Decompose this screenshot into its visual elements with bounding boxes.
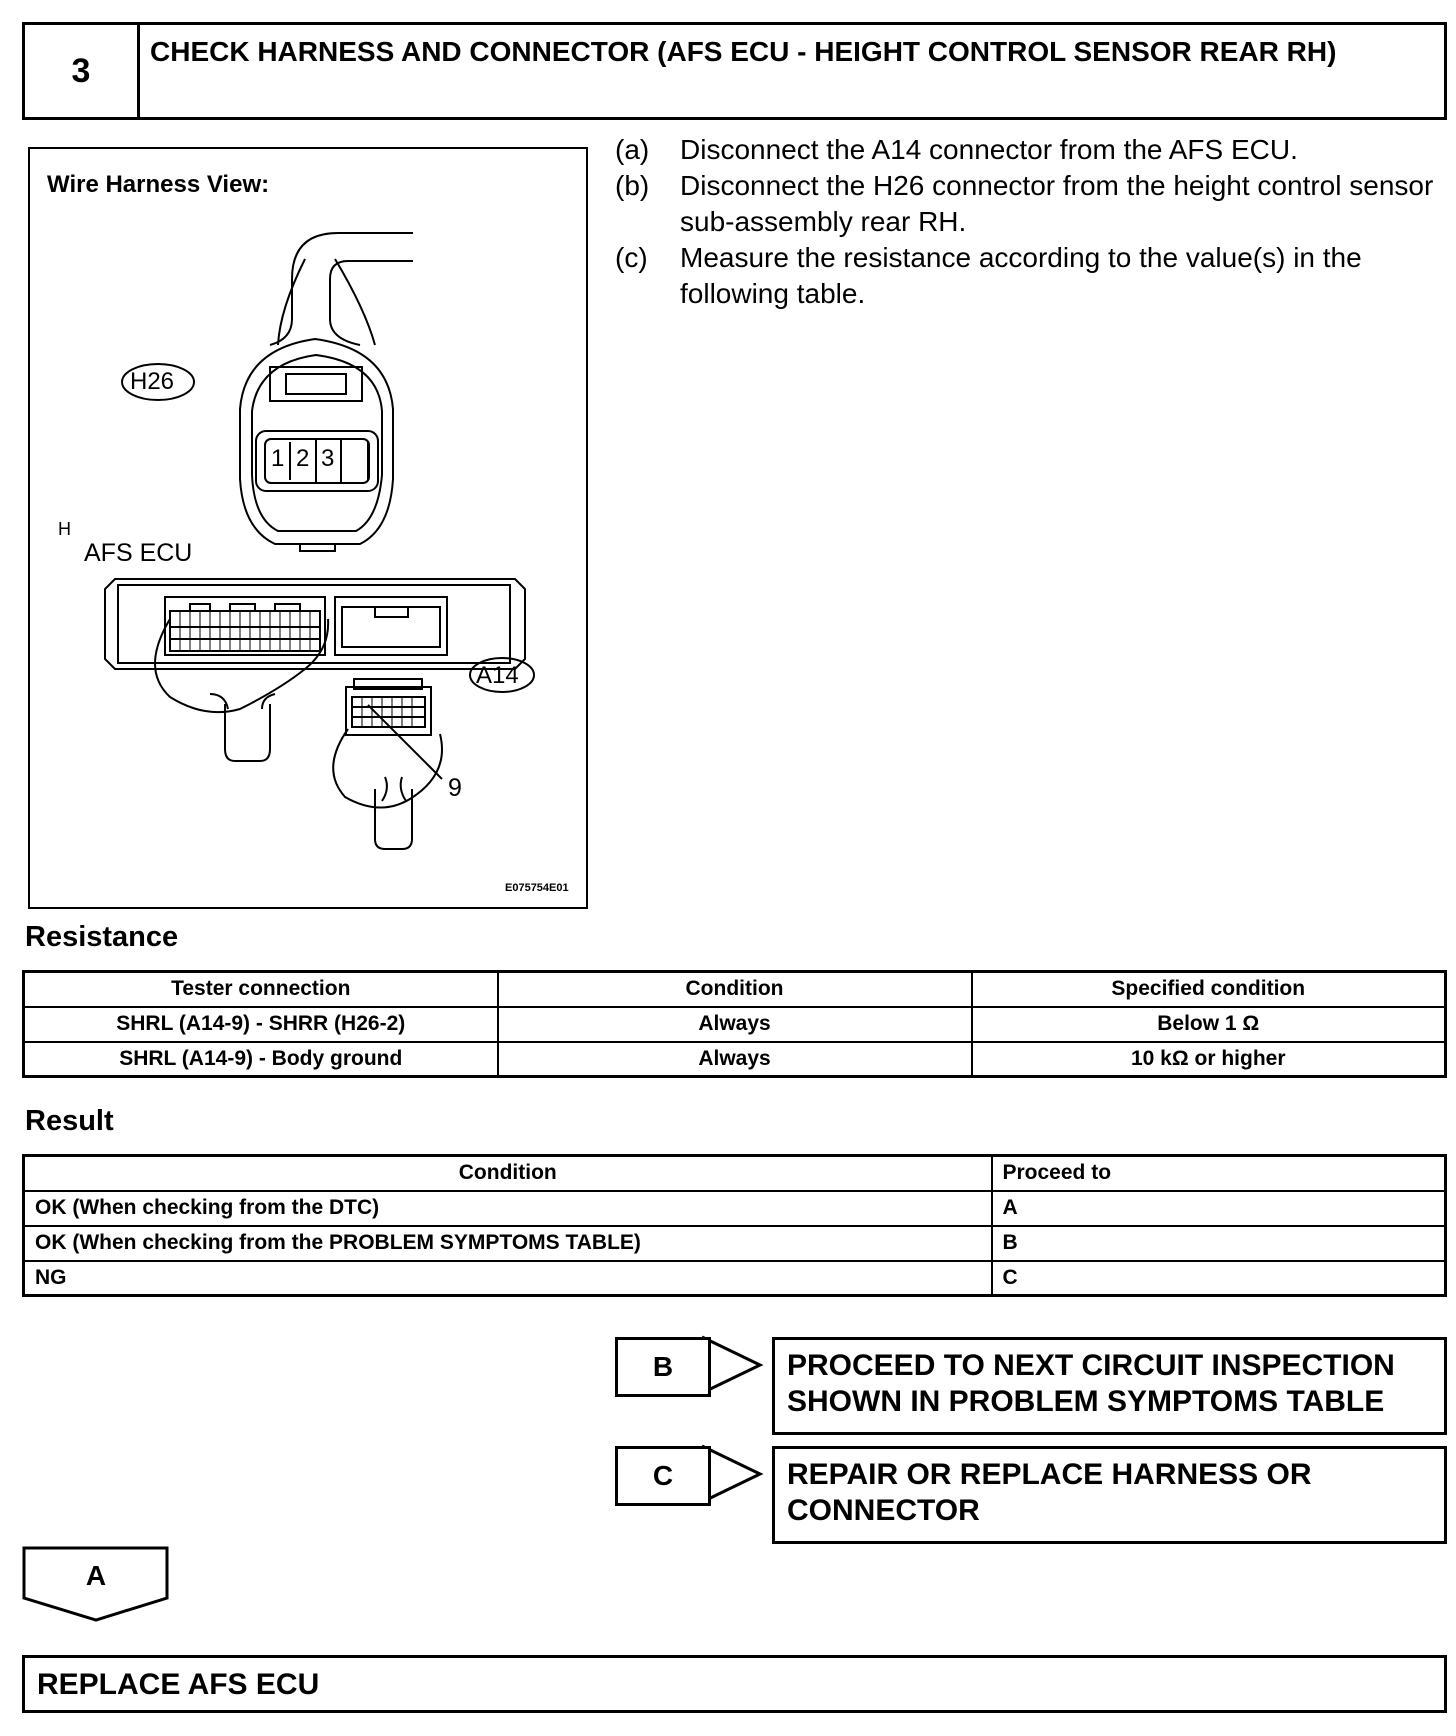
table-cell: A (992, 1191, 1446, 1226)
instruction-item (615, 168, 1445, 240)
table-row (24, 1261, 1446, 1296)
instruction-key: (a) (615, 134, 650, 165)
table-row (24, 1007, 1446, 1042)
instruction-text: Disconnect the H26 connector from the height control sensor sub-assembly rear RH. (680, 170, 1434, 237)
outcome-a-tag: A (85, 1560, 107, 1591)
table-row (24, 1042, 1446, 1077)
pin-label-2: 2 (296, 445, 310, 472)
table-cell: Always (498, 1042, 972, 1077)
table-cell: Always (498, 1007, 972, 1042)
result-table (22, 1154, 1447, 1297)
outcome-c-tag: C (615, 1446, 711, 1506)
table-cell: 10 kΩ or higher (972, 1042, 1446, 1077)
instruction-item (615, 132, 1445, 168)
instruction-list (615, 132, 1445, 312)
pin-callout: 9 (448, 774, 462, 802)
outcome-b-box: PROCEED TO NEXT CIRCUIT INSPECTION SHOWN IN PROBLEM SYMPTOMS TABLE (772, 1337, 1447, 1435)
resistance-table (22, 970, 1447, 1078)
table-cell: OK (When checking from the PROBLEM SYMPTOMS TABLE) (24, 1226, 992, 1261)
figure-heading: Wire Harness View: (47, 171, 270, 198)
outcome-c-box: REPAIR OR REPLACE HARNESS OR CONNECTOR (772, 1446, 1447, 1544)
column-header: Condition (24, 1156, 992, 1191)
pin-label-3: 3 (321, 445, 335, 472)
column-header: Specified condition (972, 972, 1446, 1007)
table-row (24, 1226, 1446, 1261)
instruction-text: Measure the resistance according to the value(s) in the following table. (680, 242, 1362, 309)
step-number: 3 (25, 25, 140, 117)
table-cell: SHRL (A14-9) - SHRR (H26-2) (24, 1007, 498, 1042)
instruction-key: (b) (615, 170, 650, 201)
outcome-b-tag: B (615, 1337, 711, 1397)
connector-h26-label: H26 (130, 368, 175, 395)
connector-a14-label: A14 (476, 662, 519, 689)
pin-label-1: 1 (271, 445, 285, 472)
wire-harness-illustration (30, 149, 586, 907)
column-header: Proceed to (992, 1156, 1446, 1191)
resistance-heading: Resistance (25, 921, 179, 953)
table-header-row (24, 972, 1446, 1007)
step-title: CHECK HARNESS AND CONNECTOR (AFS ECU - HEIGHT CONTROL SENSOR REAR RH) (150, 36, 1337, 67)
ecu-label: AFS ECU (84, 539, 193, 567)
column-header: Tester connection (24, 972, 498, 1007)
table-cell: Below 1 Ω (972, 1007, 1446, 1042)
table-cell: NG (24, 1261, 992, 1296)
instruction-key: (c) (615, 242, 648, 273)
instruction-text: Disconnect the A14 connector from the AFS ECU. (680, 134, 1298, 165)
step-header (22, 22, 1447, 120)
table-cell: SHRL (A14-9) - Body ground (24, 1042, 498, 1077)
result-heading: Result (25, 1105, 114, 1137)
column-header: Condition (498, 972, 972, 1007)
table-cell: B (992, 1226, 1446, 1261)
instruction-item (615, 240, 1445, 312)
table-cell: OK (When checking from the DTC) (24, 1191, 992, 1226)
figure-code: E075754E01 (505, 882, 569, 894)
table-header-row (24, 1156, 1446, 1191)
stray-label: H (58, 519, 71, 539)
final-action-box: REPLACE AFS ECU (22, 1655, 1447, 1713)
table-row (24, 1191, 1446, 1226)
wire-harness-figure (28, 147, 588, 909)
table-cell: C (992, 1261, 1446, 1296)
